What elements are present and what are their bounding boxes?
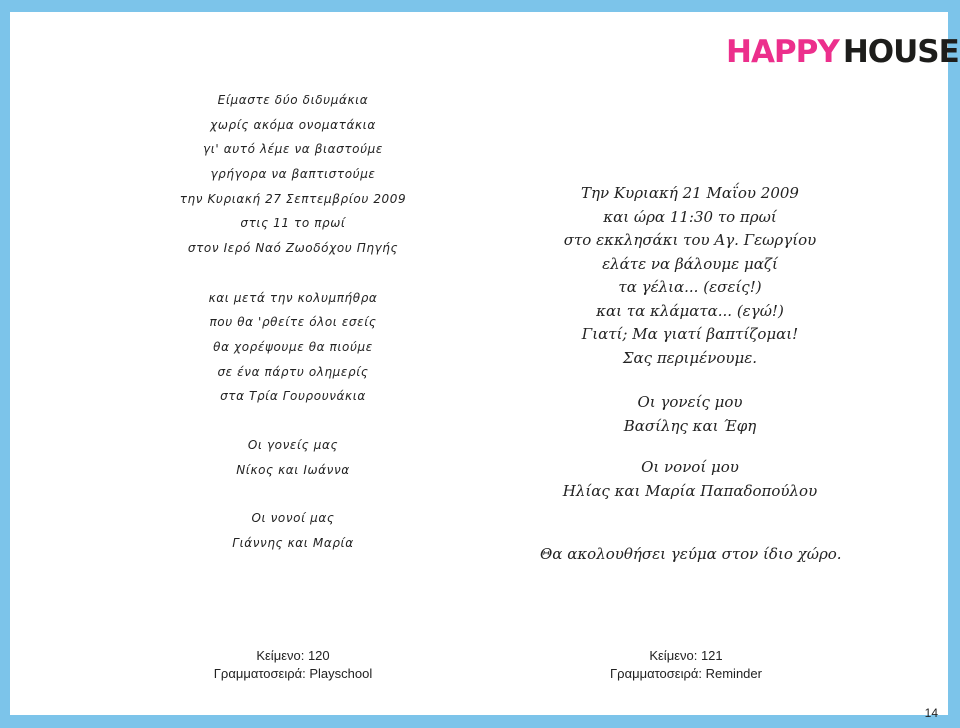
right-line: στο εκκλησάκι του Αγ. Γεωργίου: [563, 231, 817, 249]
left-line: γρήγορα να βαπτιστούμε: [210, 167, 376, 182]
left-line: στα Τρία Γουρουνάκια: [220, 389, 366, 404]
caption-left-font: Γραμματοσειρά: Playschool: [213, 666, 373, 681]
left-line: θα χορέψουμε θα πιούμε: [213, 339, 373, 354]
left-line: χωρίς ακόμα ονοματάκια: [210, 117, 376, 132]
left-godparents-label: Οι νονοί μας: [251, 511, 335, 526]
right-line: Σας περιμένουμε.: [622, 348, 758, 367]
left-line: γι' αυτό λέμε να βιαστούμε: [203, 142, 383, 157]
logo-happy: HAPPY: [726, 34, 839, 70]
right-footer-note: Θα ακολουθήσει γεύμα στον ίδιο χώρο.: [540, 545, 842, 563]
left-godparents-names: Γιάννης και Μαρία: [232, 536, 354, 550]
caption-left: [178, 647, 408, 683]
invitation-text-121: [540, 182, 840, 567]
right-line: και ώρα 11:30 το πρωί: [603, 207, 777, 226]
left-line: και μετά την κολυμπήθρα: [208, 290, 378, 305]
caption-right: [566, 647, 806, 683]
right-line: Την Κυριακή 21 Μαΐου 2009: [581, 184, 799, 202]
left-line: σε ένα πάρτυ ολημερίς: [217, 364, 369, 379]
left-line: την Κυριακή 27 Σεπτεμβρίου 2009: [179, 191, 407, 206]
right-godparents-names: Ηλίας και Μαρία Παπαδοπούλου: [562, 481, 818, 500]
logo-house: HOUSE: [842, 34, 959, 70]
left-parents-names: Νίκος και Ιωάννα: [236, 462, 350, 477]
right-parents-names: Βασίλης και Έφη: [623, 416, 757, 435]
right-godparents-label: Οι νονοί μου: [641, 458, 739, 476]
page-number: 14: [924, 706, 938, 720]
right-line: και τα κλάματα... (εγώ!): [596, 301, 784, 320]
right-parents-label: Οι γονείς μου: [637, 393, 743, 411]
right-line: τα γέλια... (εσείς!): [618, 278, 762, 296]
left-parents-label: Οι γονείς μας: [247, 437, 339, 452]
caption-left-text: Κείμενο: 120: [256, 648, 330, 663]
left-line: στον Ιερό Ναό Ζωοδόχου Πηγής: [187, 241, 399, 256]
left-line: Είμαστε δύο διδυμάκια: [217, 93, 369, 107]
left-line: στις 11 το πρωί: [240, 216, 346, 231]
right-line: ελάτε να βάλουμε μαζί: [602, 254, 778, 273]
right-line: Γιατί; Μα γιατί βαπτίζομαι!: [581, 325, 799, 343]
left-line: που θα 'ρθείτε όλοι εσείς: [209, 315, 377, 330]
invitation-text-120: [178, 88, 408, 556]
caption-right-text: Κείμενο: 121: [649, 648, 723, 663]
happy-house-logo: [726, 34, 959, 70]
caption-right-font: Γραμματοσειρά: Reminder: [610, 666, 762, 681]
